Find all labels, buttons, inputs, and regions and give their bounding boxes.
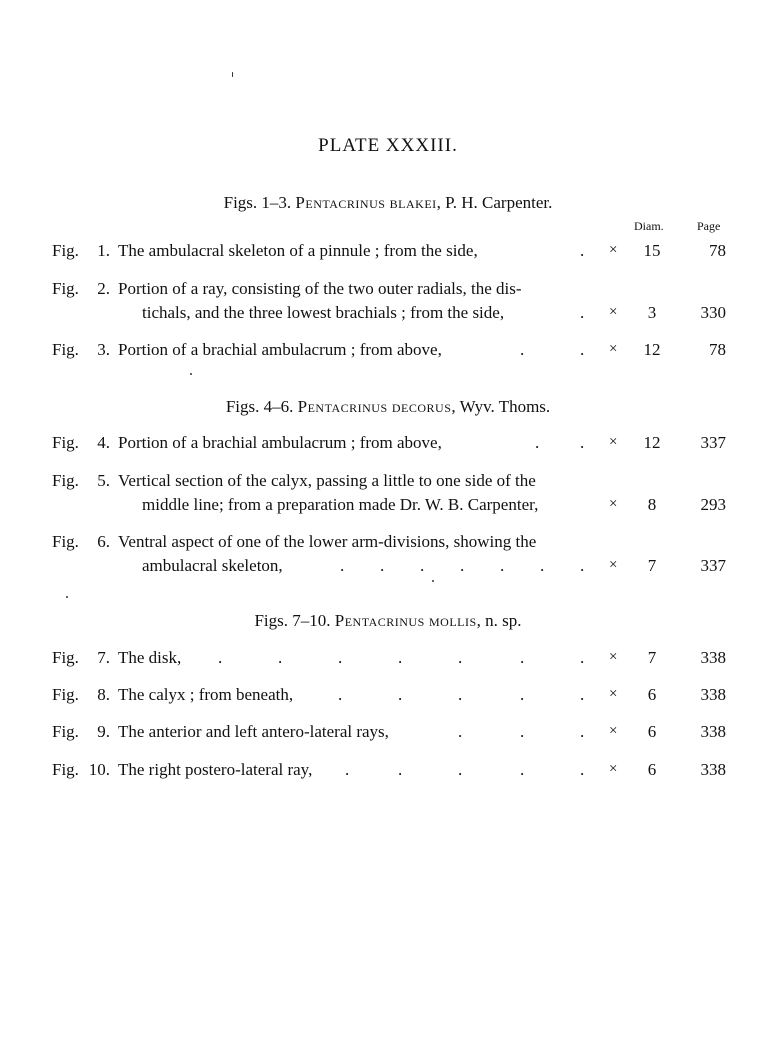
- leader-dot: .: [420, 556, 425, 575]
- leader-dot: .: [338, 648, 343, 667]
- diameter-value: 7: [647, 556, 657, 575]
- page-number: 78: [709, 340, 726, 359]
- fig-description: Ventral aspect of one of the lower arm-divisions, showing the: [118, 532, 537, 551]
- leader-dot: .: [380, 556, 385, 575]
- figure-entry: [0, 433, 776, 457]
- diameter-value: 6: [647, 760, 657, 779]
- fig-label: Fig.: [52, 532, 79, 551]
- leader-dot: .: [338, 685, 343, 704]
- group-heading: [0, 611, 776, 631]
- figure-entry: [0, 241, 776, 265]
- group-range: Figs. 4–6.: [225, 397, 294, 416]
- leader-dot: .: [500, 556, 505, 575]
- fig-number: 2.: [97, 279, 110, 298]
- page-number: 293: [700, 495, 726, 514]
- diam-column-header: Diam.: [634, 219, 664, 233]
- group-range: Figs. 7–10.: [254, 611, 331, 630]
- page-number: 78: [709, 241, 726, 260]
- page-number: 338: [700, 760, 726, 779]
- figure-entry: [0, 340, 776, 364]
- magnification-sign: ×: [609, 242, 618, 258]
- magnification-sign: ×: [609, 341, 618, 357]
- fig-number: 8.: [97, 685, 110, 704]
- fig-description: The anterior and left antero-lateral rays,: [118, 722, 389, 741]
- fig-description: The right postero-lateral ray,: [118, 760, 313, 779]
- leader-dot: .: [460, 556, 465, 575]
- print-speck: [66, 596, 68, 598]
- leader-dot: .: [458, 722, 463, 741]
- print-speck: [432, 580, 434, 582]
- fig-number: 10.: [88, 760, 110, 779]
- fig-description-continued: tichals, and the three lowest brachials ; from the side,: [142, 303, 505, 322]
- fig-label: Fig.: [52, 340, 79, 359]
- magnification-sign: ×: [609, 686, 618, 702]
- leader-dot: .: [580, 556, 585, 575]
- magnification-sign: ×: [609, 761, 618, 777]
- figure-entry: [0, 722, 776, 746]
- genus-name: Pentacrinus: [297, 397, 388, 416]
- fig-description: Portion of a brachial ambulacrum ; from above,: [118, 340, 442, 359]
- figure-entry: [0, 532, 776, 580]
- fig-number: 5.: [97, 471, 110, 490]
- leader-dot: .: [580, 722, 585, 741]
- leader-dot: .: [520, 685, 525, 704]
- species-name: decorus: [391, 397, 452, 416]
- figure-entry: [0, 471, 776, 519]
- print-speck: [190, 373, 192, 375]
- fig-number: 4.: [97, 433, 110, 452]
- fig-number: 9.: [97, 722, 110, 741]
- leader-dot: .: [458, 648, 463, 667]
- genus-name: Pentacrinus: [334, 611, 425, 630]
- diameter-value: 6: [647, 722, 657, 741]
- diameter-value: 8: [647, 495, 657, 514]
- fig-number: 7.: [97, 648, 110, 667]
- page-number: 338: [700, 648, 726, 667]
- diameter-value: 15: [643, 241, 661, 260]
- fig-description: Vertical section of the calyx, passing a little to one side of the: [118, 471, 536, 490]
- group-heading: [0, 397, 776, 417]
- fig-label: Fig.: [52, 648, 79, 667]
- group-author: , n. sp.: [476, 611, 522, 630]
- fig-description-continued: ambulacral skeleton,: [142, 556, 283, 575]
- leader-dot: .: [218, 648, 223, 667]
- fig-description: The ambulacral skeleton of a pinnule ; from the side,: [118, 241, 478, 260]
- fig-number: 6.: [97, 532, 110, 551]
- magnification-sign: ×: [609, 496, 618, 512]
- species-name: mollis: [429, 611, 477, 630]
- leader-dot: .: [278, 648, 283, 667]
- figure-entry: [0, 279, 776, 327]
- fig-number: 1.: [97, 241, 110, 260]
- page-column-header: Page: [697, 219, 721, 233]
- fig-description: The calyx ; from beneath,: [118, 685, 294, 704]
- magnification-sign: ×: [609, 434, 618, 450]
- page-number: 338: [700, 685, 726, 704]
- group-author: , P. H. Carpenter.: [436, 193, 553, 212]
- diameter-value: 7: [647, 648, 657, 667]
- magnification-sign: ×: [609, 723, 618, 739]
- fig-label: Fig.: [52, 471, 79, 490]
- fig-description: The disk,: [118, 648, 182, 667]
- fig-label: Fig.: [52, 685, 79, 704]
- diameter-value: 3: [647, 303, 657, 322]
- fig-description: Portion of a brachial ambulacrum ; from above,: [118, 433, 442, 452]
- fig-label: Fig.: [52, 760, 79, 779]
- fig-number: 3.: [97, 340, 110, 359]
- leader-dot: .: [580, 760, 585, 779]
- leader-dot: .: [535, 433, 540, 452]
- leader-dot: .: [520, 648, 525, 667]
- fig-label: Fig.: [52, 722, 79, 741]
- genus-name: Pentacrinus: [295, 193, 386, 212]
- leader-dot: .: [580, 685, 585, 704]
- group-range: Figs. 1–3.: [223, 193, 292, 212]
- leader-dot: .: [458, 685, 463, 704]
- figure-entry: [0, 685, 776, 709]
- fig-label: Fig.: [52, 279, 79, 298]
- fig-description: Portion of a ray, consisting of the two outer radials, the dis-: [118, 279, 522, 298]
- leader-dot: .: [580, 433, 585, 452]
- group-heading: [0, 193, 776, 213]
- fig-label: Fig.: [52, 241, 79, 260]
- plate-title: PLATE XXXIII.: [318, 135, 458, 156]
- leader-dot: .: [580, 648, 585, 667]
- leader-dot: .: [398, 648, 403, 667]
- leader-dot: .: [520, 760, 525, 779]
- group-author: , Wyv. Thoms.: [451, 397, 551, 416]
- fig-label: Fig.: [52, 433, 79, 452]
- diameter-value: 12: [643, 433, 661, 452]
- species-name: blakei: [389, 193, 437, 212]
- leader-dot: .: [398, 685, 403, 704]
- page-number: 337: [700, 433, 726, 452]
- leader-dot: .: [580, 340, 585, 359]
- figure-entry: [0, 760, 776, 784]
- leader-dot: .: [340, 556, 345, 575]
- page-number: 338: [700, 722, 726, 741]
- magnification-sign: ×: [609, 557, 618, 573]
- print-speck: [232, 72, 233, 77]
- fig-description-continued: middle line; from a preparation made Dr. W. B. Carpenter,: [142, 495, 539, 514]
- magnification-sign: ×: [609, 304, 618, 320]
- leader-dot: .: [580, 303, 585, 322]
- page-number: 330: [700, 303, 726, 322]
- leader-dot: .: [540, 556, 545, 575]
- leader-dot: .: [458, 760, 463, 779]
- page-number: 337: [700, 556, 726, 575]
- leader-dot: .: [398, 760, 403, 779]
- diameter-value: 6: [647, 685, 657, 704]
- leader-dot: .: [345, 760, 350, 779]
- leader-dot: .: [580, 241, 585, 260]
- leader-dot: .: [520, 340, 525, 359]
- diameter-value: 12: [643, 340, 661, 359]
- magnification-sign: ×: [609, 649, 618, 665]
- leader-dot: .: [520, 722, 525, 741]
- figure-entry: [0, 648, 776, 672]
